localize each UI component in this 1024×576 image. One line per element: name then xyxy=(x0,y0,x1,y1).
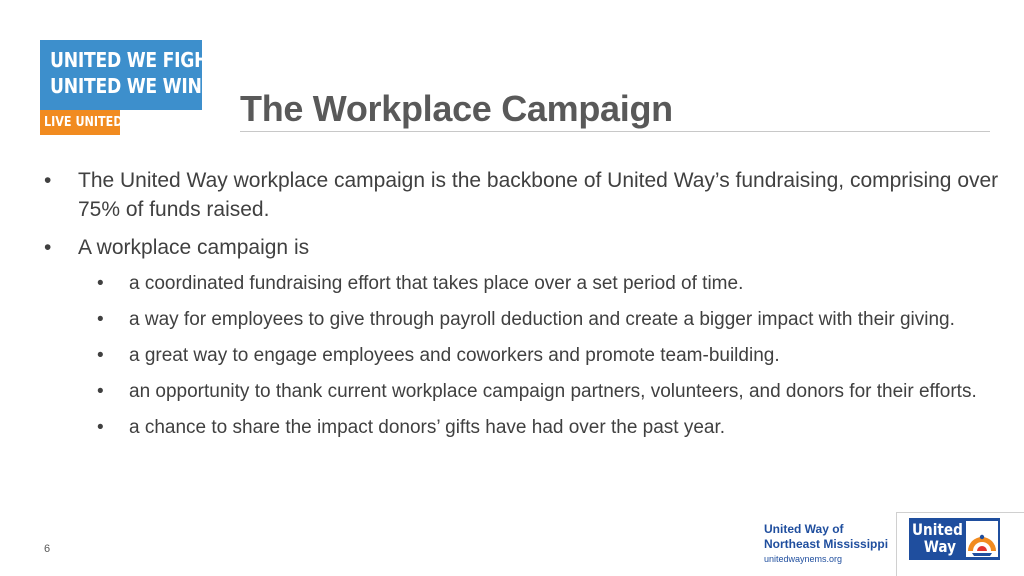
page-number: 6 xyxy=(44,543,51,555)
org-url: unitedwaynems.org xyxy=(764,554,843,564)
united-way-wordmark xyxy=(912,521,972,555)
org-name-line2: Northeast Mississippi xyxy=(764,537,889,551)
logo-word-way: Way xyxy=(923,537,957,556)
logo-word-united: United xyxy=(912,520,963,539)
sub-bullet-text: an opportunity to thank current workplace campaign partners, volunteers, and donors for their efforts. xyxy=(129,381,977,402)
bullet-item xyxy=(40,233,1000,262)
sub-bullet-item xyxy=(40,415,1000,441)
title-divider xyxy=(240,131,990,132)
logo-banner xyxy=(40,40,224,110)
bullet-icon: • xyxy=(44,169,52,192)
org-name-line1: United Way of xyxy=(764,522,844,536)
bullet-icon: • xyxy=(97,381,104,402)
sub-bullet-item xyxy=(40,307,1000,333)
united-way-hand-icon xyxy=(966,521,998,557)
org-name xyxy=(764,522,888,552)
bullet-text: The United Way workplace campaign is the backbone of United Way’s fundraising, comprising over 75% of funds raised. xyxy=(78,169,999,221)
sub-bullet-text: a way for employees to give through payroll deduction and create a bigger impact with their giving. xyxy=(129,309,955,330)
sub-bullet-item xyxy=(40,271,1000,297)
bullet-icon: • xyxy=(97,345,104,366)
sub-bullet-item xyxy=(40,343,1000,369)
bullet-icon: • xyxy=(97,309,104,330)
bullet-icon: • xyxy=(97,417,104,438)
united-way-logo xyxy=(909,518,1000,560)
bullet-icon: • xyxy=(44,236,52,259)
logo-line2: UNITED WE WIN. xyxy=(50,74,208,98)
live-united-tag xyxy=(40,110,123,135)
sub-bullet-text: a great way to engage employees and coworkers and promote team-building. xyxy=(129,345,780,366)
united-we-fight-logo xyxy=(40,40,224,135)
sub-bullet-text: a coordinated fundraising effort that takes place over a set period of time. xyxy=(129,273,744,294)
bullet-text: A workplace campaign is xyxy=(78,236,310,259)
sub-bullet-text: a chance to share the impact donors’ gifts have had over the past year. xyxy=(129,417,726,438)
bullet-icon: • xyxy=(97,273,104,294)
slide-content xyxy=(40,166,1000,451)
logo-line1: UNITED WE FIGHT. xyxy=(50,48,224,72)
sub-bullet-item xyxy=(40,379,1000,405)
logo-tagline: LIVE UNITED xyxy=(44,115,123,130)
slide-title: The Workplace Campaign xyxy=(240,88,673,129)
bullet-item xyxy=(40,166,1000,224)
